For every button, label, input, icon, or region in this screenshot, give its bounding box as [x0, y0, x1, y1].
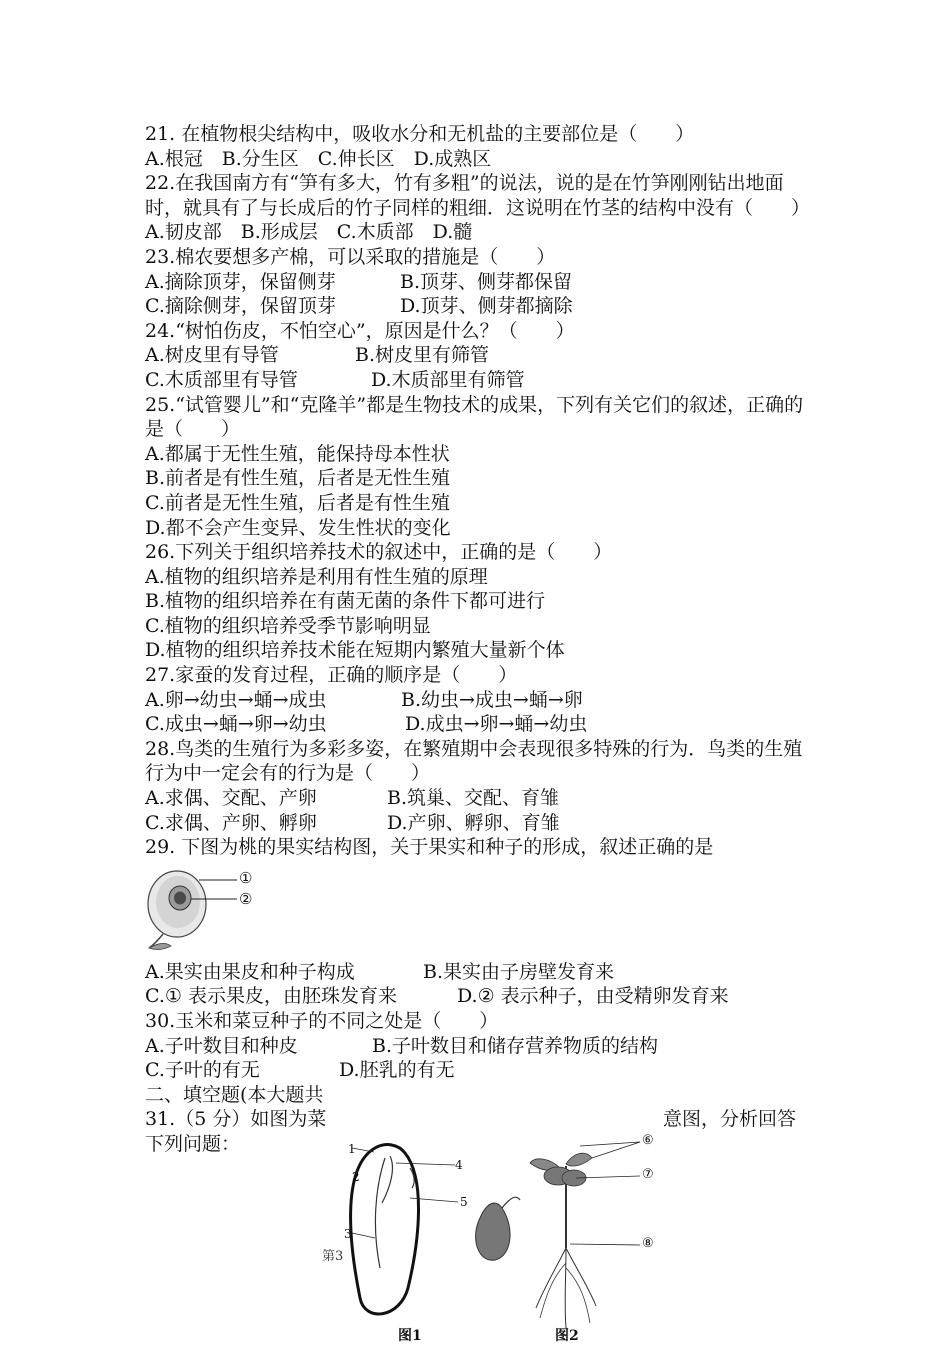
q23-options-row1	[145, 270, 813, 295]
fig1-caption: 图1	[398, 1328, 422, 1344]
bean-seed-figures	[330, 1128, 690, 1344]
fig1-label-5: 5	[460, 1195, 468, 1209]
q28-option-d: D.产卵、孵卵、育雏	[387, 811, 560, 834]
q23-option-a: A.摘除顶芽，保留侧芽	[145, 270, 336, 293]
q28-option-b: B.筑巢、交配、育雏	[387, 787, 560, 810]
q25-option-b: B.前者是有性生殖，后者是无性生殖	[145, 467, 451, 490]
q26-option-b: B.植物的组织培养在有菌无菌的条件下都可进行	[145, 590, 546, 613]
q25-option-a: A.都属于无性生殖，能保持母本性状	[145, 442, 450, 465]
fig1-label-1: 1	[348, 1142, 356, 1156]
fig1-label-3: 3	[344, 1227, 352, 1241]
q29-options-row2	[145, 984, 813, 1009]
q24-option-a: A.树皮里有导管	[145, 344, 279, 367]
q27-option-c: C.成虫→蛹→卵→幼虫	[145, 713, 327, 736]
q29-options-row1	[145, 960, 813, 985]
q29-stem: 29. 下图为桃的果实结构图，关于果实和种子的形成，叙述正确的是	[145, 836, 714, 859]
q30-option-a: A.子叶数目和种皮	[145, 1034, 298, 1057]
q27-option-d: D.成虫→卵→蛹→幼虫	[405, 713, 588, 736]
fig1-label-2: 2	[352, 1170, 360, 1184]
fig1-label-4: 4	[455, 1158, 463, 1172]
q28-option-c: C.求偶、产卵、孵卵	[145, 811, 317, 834]
q28-options-row2	[145, 811, 813, 836]
q28-option-a: A.求偶、交配、产卵	[145, 787, 317, 810]
question-list	[145, 122, 813, 1157]
q23-option-b: B.顶芽、侧芽都保留	[400, 270, 573, 293]
peach-fruit-figure	[145, 860, 813, 960]
q30-options-row1	[145, 1034, 813, 1059]
q30-stem: 30.玉米和菜豆种子的不同之处是（ ）	[145, 1010, 499, 1032]
q31-stem-start: 31.（5 分）如图为菜	[145, 1108, 327, 1131]
q28-options-row1	[145, 786, 813, 811]
q30-option-b: B.子叶数目和储存营养物质的结构	[372, 1034, 659, 1057]
q27-option-a: A.卵→幼虫→蛹→成虫	[145, 688, 327, 711]
fig2-caption: 图2	[555, 1328, 579, 1344]
q24-option-d: D.木质部里有筛管	[371, 368, 525, 391]
section-2-heading: 二、填空题(本大题共	[145, 1083, 324, 1106]
q29-option-a: A.果实由果皮和种子构成	[145, 960, 355, 983]
q22-stem: 22.在我国南方有“笋有多大，竹有多粗”的说法，说的是在竹笋刚刚钻出地面时，就具有了与长成后的竹子同样的粗细．这说明在竹茎的结构中没有（ ）	[145, 172, 811, 219]
q29-figure-label-1: ①	[239, 868, 253, 887]
q24-options-row1	[145, 343, 813, 368]
fig2-label-8: ⑧	[642, 1236, 654, 1251]
q24-option-b: B.树皮里有筛管	[355, 344, 490, 367]
q22-options: A.韧皮部 B.形成层 C.木质部 D.髓	[145, 221, 473, 244]
q29-figure-label-2: ②	[239, 889, 253, 908]
q30-option-c: C.子叶的有无	[145, 1059, 260, 1082]
q26-option-d: D.植物的组织培养技术能在短期内繁殖大量新个体	[145, 639, 565, 662]
q29-option-c: C.① 表示果皮，由胚珠发育来	[145, 985, 397, 1008]
q27-options-row1	[145, 688, 813, 713]
q31-stem-line2: 下列问题：	[145, 1132, 241, 1155]
q25-option-d: D.都不会产生变异、发生性状的变化	[145, 516, 451, 539]
fig2-label-7: ⑦	[642, 1167, 654, 1182]
q24-stem: 24.“树怕伤皮，不怕空心”，原因是什么？（ ）	[145, 319, 575, 342]
q21-options: A.根冠 B.分生区 C.伸长区 D.成熟区	[145, 147, 492, 170]
q31-stem-end: 意图，分析回答	[663, 1108, 797, 1131]
q21-stem: 21. 在植物根尖结构中，吸收水分和无机盐的主要部位是（ ）	[145, 123, 695, 145]
q24-options-row2	[145, 368, 813, 393]
q29-option-b: B.果实由子房壁发育来	[423, 960, 615, 983]
page-footer: 第3	[322, 1249, 344, 1264]
q27-options-row2	[145, 712, 813, 737]
q30-options-row2	[145, 1058, 813, 1083]
q23-option-d: D.顶芽、侧芽都摘除	[400, 295, 573, 318]
q25-option-c: C.前者是无性生殖，后者是有性生殖	[145, 491, 450, 514]
q26-option-c: C.植物的组织培养受季节影响明显	[145, 614, 431, 637]
q27-option-b: B.幼虫→成虫→蛹→卵	[401, 688, 583, 711]
q26-option-a: A.植物的组织培养是利用有性生殖的原理	[145, 565, 488, 588]
q26-stem: 26.下列关于组织培养技术的叙述中，正确的是（ ）	[145, 541, 613, 564]
q27-stem: 27.家蚕的发育过程，正确的顺序是（ ）	[145, 664, 518, 687]
fig2-label-6: ⑥	[642, 1133, 654, 1148]
q24-option-c: C.木质部里有导管	[145, 368, 298, 391]
q29-option-d: D.② 表示种子，由受精卵发育来	[457, 985, 729, 1008]
q23-options-row2	[145, 294, 813, 319]
q30-option-d: D.胚乳的有无	[339, 1059, 455, 1082]
q25-stem: 25.“试管婴儿”和“克隆羊”都是生物技术的成果，下列有关它们的叙述，正确的是（ ）	[145, 393, 804, 441]
peach-fruit-image	[145, 862, 275, 954]
q23-stem: 23.棉农要想多产棉，可以采取的措施是（ ）	[145, 245, 556, 268]
q23-option-c: C.摘除侧芽，保留顶芽	[145, 295, 336, 318]
q28-stem: 28.鸟类的生殖行为多彩多姿，在繁殖期中会表现很多特殊的行为．鸟类的生殖行为中一定会有的行为是（ ）	[145, 737, 803, 785]
